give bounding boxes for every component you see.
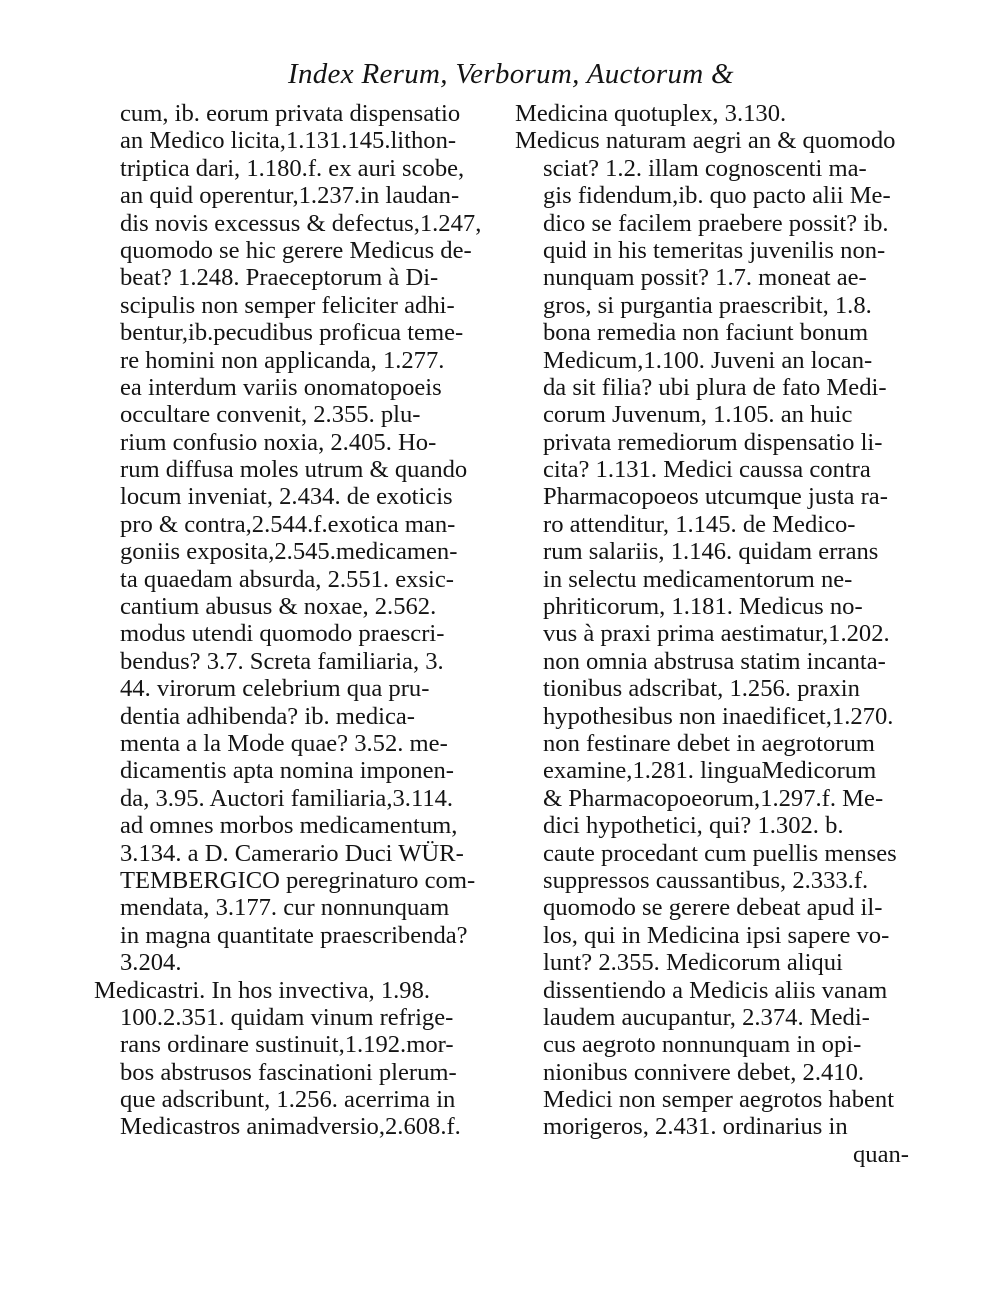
left-line: locum inveniat, 2.434. de exoticis [120, 483, 453, 511]
left-line: rium confusio noxia, 2.405. Ho- [120, 428, 437, 456]
left-line: an quid operentur,1.237.in laudan- [120, 182, 460, 210]
left-line: que adscribunt, 1.256. acerrima in [120, 1086, 456, 1114]
right-line: & Pharmacopoeorum,1.297.f. Me- [543, 784, 884, 812]
left-line: goniis exposita,2.545.medicamen- [120, 538, 458, 566]
index-entry-medicastri: Medicastri. In hos invectiva, 1.98. [94, 976, 431, 1004]
left-column [94, 100, 510, 1141]
left-line: in magna quantitate praescribenda? [120, 921, 468, 949]
left-line: TEMBERGICO peregrinaturo com- [120, 866, 476, 894]
right-line: non omnia abstrusa statim incanta- [543, 647, 886, 675]
right-line: dici hypothetici, qui? 1.302. b. [543, 812, 844, 840]
right-line: nionibus connivere debet, 2.410. [543, 1058, 865, 1086]
catchword: quan- [853, 1140, 909, 1168]
left-line: menta a la Mode quae? 3.52. me- [120, 729, 448, 757]
index-entry-medicus: Medicus naturam aegri an & quomodo [515, 127, 896, 155]
right-line: bona remedia non faciunt bonum [543, 319, 869, 347]
right-line: privata remediorum dispensatio li- [543, 428, 883, 456]
left-line: mendata, 3.177. cur nonnunquam [120, 894, 450, 922]
left-line: rum diffusa moles utrum & quando [120, 456, 468, 484]
left-line: 3.204. [120, 949, 182, 977]
right-line: sciat? 1.2. illam cognoscenti ma- [543, 154, 867, 182]
right-line: gros, si purgantia praescribit, 1.8. [543, 291, 872, 319]
right-line: quomodo se gerere debeat apud il- [543, 894, 883, 922]
right-line: in selectu medicamentorum ne- [543, 565, 853, 593]
right-line: Medici non semper aegrotos habent [543, 1086, 895, 1114]
left-line: an Medico licita,1.131.145.lithon- [120, 127, 457, 155]
left-line: modus utendi quomodo praescri- [120, 620, 445, 648]
right-line: nunquam possit? 1.7. moneat ae- [543, 264, 867, 292]
left-line: beat? 1.248. Praeceptorum à Di- [120, 264, 439, 292]
right-line: vus à praxi prima aestimatur,1.202. [543, 620, 890, 648]
right-line: phriticorum, 1.181. Medicus no- [543, 593, 863, 621]
left-line: 44. virorum celebrium qua pru- [120, 675, 430, 703]
right-line: cita? 1.131. Medici caussa contra [543, 456, 871, 484]
left-line: 3.134. a D. Camerario Duci WÜR- [120, 839, 464, 867]
right-line: tionibus adscribat, 1.256. praxin [543, 675, 860, 703]
right-line: non festinare debet in aegrotorum [543, 729, 875, 757]
left-line: dicamentis apta nomina imponen- [120, 757, 454, 785]
left-line: pro & contra,2.544.f.exotica man- [120, 510, 456, 538]
right-line: Medicum,1.100. Juveni an locan- [543, 346, 873, 374]
left-line: scipulis non semper feliciter adhi- [120, 291, 455, 319]
right-line: examine,1.281. linguaMedicorum [543, 757, 877, 785]
right-line: lunt? 2.355. Medicorum aliqui [543, 949, 843, 977]
left-line: ea interdum variis onomatopoeis [120, 373, 442, 401]
left-line: quomodo se hic gerere Medicus de- [120, 236, 472, 264]
left-line: Medicastros animadversio,2.608.f. [120, 1113, 461, 1141]
left-line: dis novis excessus & defectus,1.247, [120, 209, 482, 237]
left-line: dentia adhibenda? ib. medica- [120, 702, 415, 730]
right-line: quid in his temeritas juvenilis non- [543, 236, 886, 264]
right-line: ro attenditur, 1.145. de Medico- [543, 510, 856, 538]
right-line: laudem aucupantur, 2.374. Medi- [543, 1003, 870, 1031]
left-line: occultare convenit, 2.355. plu- [120, 401, 421, 429]
left-line: ta quaedam absurda, 2.551. exsic- [120, 565, 454, 593]
right-line: corum Juvenum, 1.105. an huic [543, 401, 853, 429]
right-line: cus aegroto nonnunquam in opi- [543, 1031, 862, 1059]
right-line: rum salariis, 1.146. quidam errans [543, 538, 879, 566]
right-line: morigeros, 2.431. ordinarius in [543, 1113, 848, 1141]
right-line: dico se facilem praebere possit? ib. [543, 209, 889, 237]
right-line: gis fidendum,ib. quo pacto alii Me- [543, 182, 891, 210]
right-line: caute procedant cum puellis menses [543, 839, 897, 867]
right-line: dissentiendo a Medicis aliis vanam [543, 976, 888, 1004]
left-line: bentur,ib.pecudibus proficua teme- [120, 319, 464, 347]
left-line: cum, ib. eorum privata dispensatio [120, 100, 461, 127]
left-line: da, 3.95. Auctori familiaria,3.114. [120, 784, 454, 812]
left-line: cantium abusus & noxae, 2.562. [120, 593, 437, 621]
left-line: ad omnes morbos medicamentum, [120, 812, 458, 840]
left-line: bos abstrusos fascinationi plerum- [120, 1058, 457, 1086]
right-column [515, 100, 915, 1168]
right-line: da sit filia? ubi plura de fato Medi- [543, 373, 887, 401]
right-line: Pharmacopoeos utcumque justa ra- [543, 483, 888, 511]
left-line: bendus? 3.7. Screta familiaria, 3. [120, 647, 444, 675]
right-line: suppressos caussantibus, 2.333.f. [543, 866, 869, 894]
right-line: los, qui in Medicina ipsi sapere vo- [543, 921, 890, 949]
left-line: 100.2.351. quidam vinum refrige- [120, 1003, 454, 1031]
left-line: triptica dari, 1.180.f. ex auri scobe, [120, 154, 465, 182]
left-line: re homini non applicanda, 1.277. [120, 346, 445, 374]
right-line: hypothesibus non inaedificet,1.270. [543, 702, 894, 730]
running-head: Index Rerum, Verborum, Auctorum & [288, 58, 734, 90]
left-line: rans ordinare sustinuit,1.192.mor- [120, 1031, 454, 1059]
index-entry-medicina: Medicina quotuplex, 3.130. [515, 100, 787, 127]
